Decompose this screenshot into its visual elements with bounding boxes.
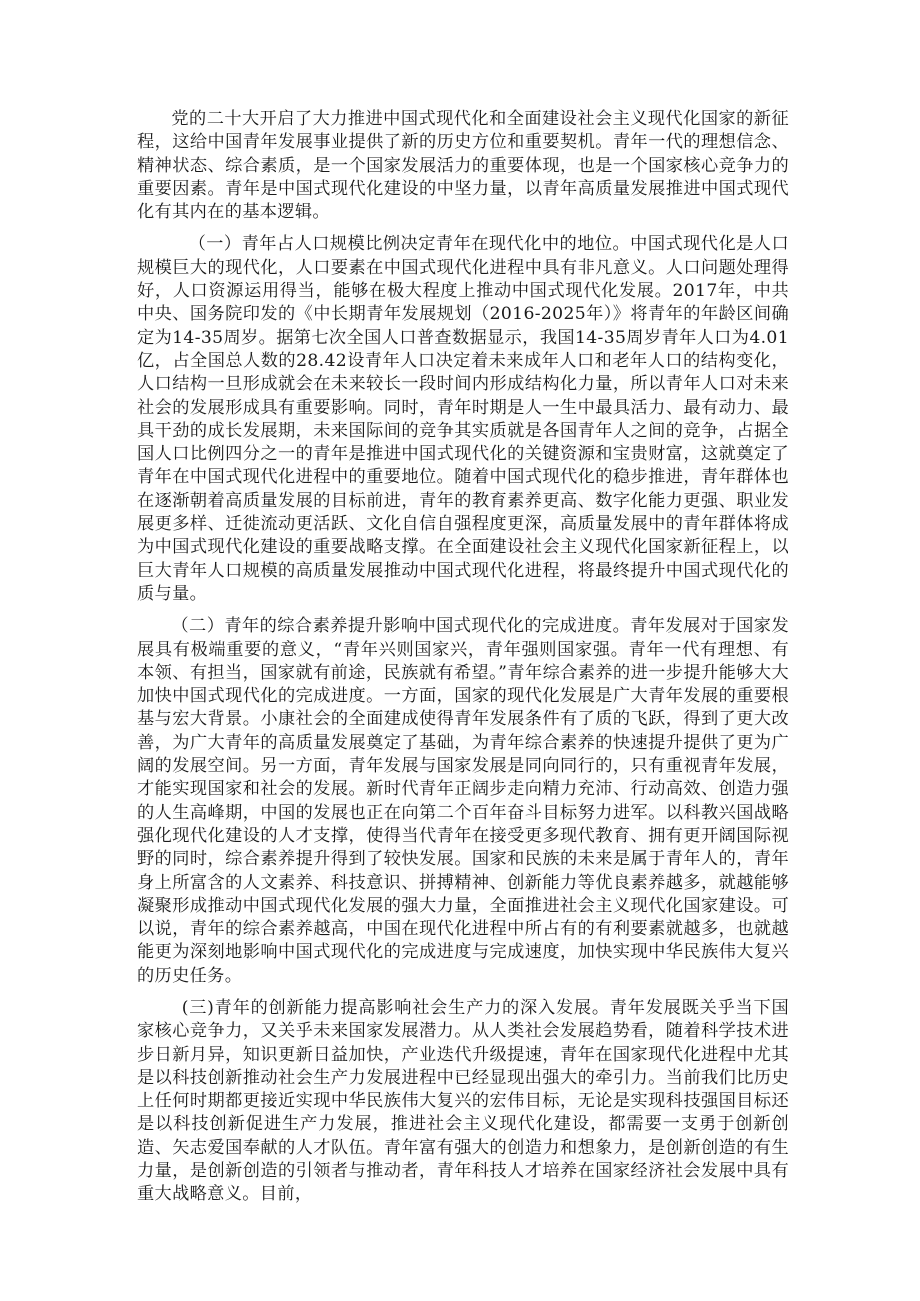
section-2-paragraph: （二）青年的综合素养提升影响中国式现代化的完成进度。青年发展对于国家发展具有极端重要的意义，“青年兴则国家兴，青年强则国家强。青年一代有理想、有本领、有担当，国家就有前途，民族就有希望。”青年综合素养的进一步提升能够大大加快中国式现代化的完成进度。一方面，国家的现代化发展是广大青年发展的重要根基与宏大背景。小康社会的全面建成使得青年发展条件有了质的飞跃，得到了更大改善，为广大青年的高质量发展奠定了基础，为青年综合素养的快速提升提供了更为广阔的发展空间。另一方面，青年发展与国家发展是同向同行的，只有重视青年发展，才能实现国家和社会的发展。新时代青年正阔步走向精力充沛、行动高效、创造力强的人生高峰期，中国的发展也正在向第二个百年奋斗目标努力进军。以科教兴国战略强化现代化建设的人才支撑，使得当代青年在接受更多现代教育、拥有更开阔国际视野的同时，综合素养提升得到了较快发展。国家和民族的未来是属于青年人的，青年身上所富含的人文素养、科技意识、拼搏精神、创新能力等优良素养越多，就越能够凝聚形成推动中国式现代化发展的强大力量，全面推进社会主义现代化国家建设。可以说，青年的综合素养越高，中国在现代化进程中所占有的有利要素就越多，也就越能更为深刻地影响中国式现代化的完成进度与完成速度，加快实现中华民族伟大复兴的历史任务。 [137, 616, 789, 986]
section-3-paragraph: (三)青年的创新能力提高影响社会生产力的深入发展。青年发展既关乎当下国家核心竞争力，又关乎未来国家发展潜力。从人类社会发展趋势看，随着科学技术进步日新月异，知识更新日益加快，产业迭代升级提速，青年在国家现代化进程中尤其是以科技创新推动社会生产力发展进程中已经显现出强大的牵引力。当前我们比历史上任何时期都更接近实现中华民族伟大复兴的宏伟目标，无论是实现科技强国目标还是以科技创新促进生产力发展，推进社会主义现代化建设，都需要一支勇于创新创造、矢志爱国奉献的人才队伍。青年富有强大的创造力和想象力，是创新创造的有生力量，是创新创造的引领者与推动者，青年科技人才培养在国家经济社会发展中具有重大战略意义。目前， [137, 997, 789, 1205]
section-1-paragraph: （一）青年占人口规模比例决定青年在现代化中的地位。中国式现代化是人口规模巨大的现代化，人口要素在中国式现代化进程中具有非凡意义。人口问题处理得好，人口资源运用得当，能够在极大程度上推动中国式现代化发展。2017年，中共中央、国务院印发的《中长期青年发展规划（2016-2025年）》将青年的年龄区间确定为14-35周岁。据第七次全国人口普查数据显示，我国14-35周岁青年人口为4.01亿，占全国总人数的28.42设青年人口决定着未来成年人口和老年人口的结构变化，人口结构一旦形成就会在未来较长一段时间内形成结构化力量，所以青年人口对未来社会的发展形成具有重要影响。同时，青年时期是人一生中最具活力、最有动力、最具干劲的成长发展期，未来国际间的竞争其实质就是各国青年人之间的竞争，占据全国人口比例四分之一的青年是推进中国式现代化的关键资源和宝贵财富，这就奠定了青年在中国式现代化进程中的重要地位。随着中国式现代化的稳步推进，青年群体也在逐渐朝着高质量发展的目标前进，青年的教育素养更高、数字化能力更强、职业发展更多样、迁徙流动更活跃、文化自信自强程度更深，高质量发展中的青年群体将成为中国式现代化建设的重要战略支撑。在全面建设社会主义现代化国家新征程上，以巨大青年人口规模的高质量发展推动中国式现代化进程，将最终提升中国式现代化的质与量。 [137, 234, 789, 604]
intro-paragraph: 党的二十大开启了大力推进中国式现代化和全面建设社会主义现代化国家的新征程，这给中国青年发展事业提供了新的历史方位和重要契机。青年一代的理想信念、精神状态、综合素质，是一个国家发展活力的重要体现，也是一个国家核心竞争力的重要因素。青年是中国式现代化建设的中坚力量，以青年高质量发展推进中国式现代化有其内在的基本逻辑。 [137, 109, 789, 223]
document-body [137, 108, 789, 1207]
